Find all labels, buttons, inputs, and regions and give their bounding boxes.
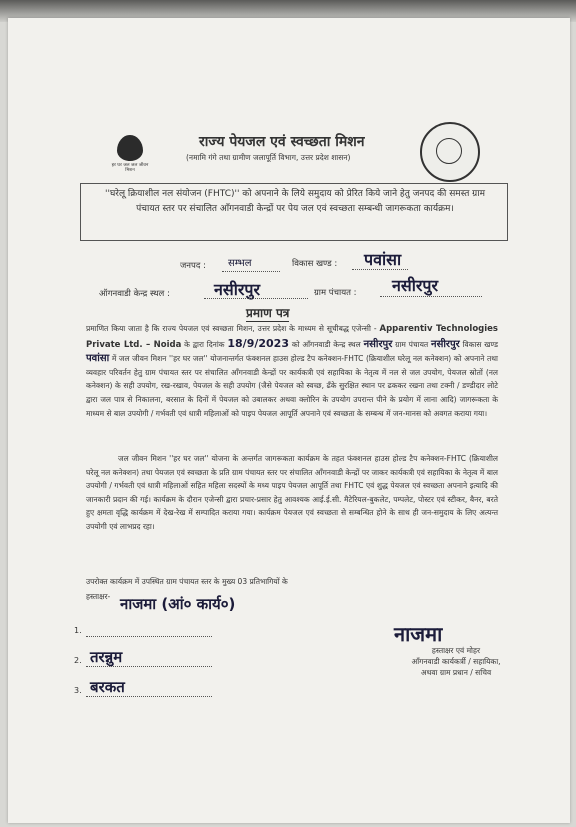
- signatory-block: [398, 645, 514, 678]
- mission-subtitle: (नमामि गंगे तथा ग्रामीण जलापूर्ति विभाग, उत्तर प्रदेश शासन): [186, 153, 351, 162]
- center-dotline: [204, 298, 308, 299]
- left-logo-caption: हर घर जल जल जीवन मिशन: [111, 163, 149, 173]
- para1-rest: में जल जीवन मिशन ''हर घर जल'' योजनान्तर्गत फंक्शनल हाउस होल्ड टैप कनेक्शन-FHTC (क्रियाशील घरेलू नल कनेक्शन) को अपनाने तथा व्यवहार परिवर्तन हेतु ग्राम पंचायत स्तर पर संचालित आँगनवाडी केन्द्रों पर कार्यकत्री एवं सहायिका के नेतृत्व में नल से जल उपयोग, पेयजल स्रोतों (नल कनेक्शन) के सही उपयोग, रख-रखाव, पेयजल के सही उपयोग (जैसे पेयजल को स्वच्छ, ढँके सुरक्षित स्थान पर ढककर रखना तथा टक्नी / डण्डीदार लोटे द्वारा जल पात्र से निकालना, बरसात के दिनों में पेयजल को उबालकर अथवा क्लोरिन के उपयोग उपरान्त पीने के प्रयोग में लाना आदि) जागरूकता के माध्यम से बाल उपयोगी / गर्भवती एवं धात्री महिलाओं को पाइप पेयजल आपूर्ति अपनाने एवं स्वच्छता के सम्बन्ध में जन-मानस को अवगत कराया गया।: [86, 354, 498, 418]
- participant-2-number: 2.: [74, 656, 82, 665]
- signatory-signature: नाजमा: [394, 622, 443, 646]
- participant-3-line: [86, 696, 212, 697]
- signatory-line-3: अथवा ग्राम प्रधान / सचिव: [420, 668, 492, 677]
- certificate-paragraph-2: जल जीवन मिशन ''हर घर जल'' योजना के अन्तर्गत जागरूकता कार्यक्रम के तहत फंक्शनल हाउस होल्ड टैप कनेक्शन-FHTC (क्रियाशील घरेलू नल कनेक्शन) तथा पेयजल एवं स्वच्छता के प्रति ग्राम पंचायत स्तर पर संचालित आँगनवाडी केन्द्रों पर जाकर कार्यकत्री एवं सहायिका के नेतृत्व में बाल उपयोगी / गर्भवती एवं धात्री महिलाओं सहित महिला सदस्यों के मध्य पाइप पेयजल आपूर्ति तथा FHTC एवं शुद्ध पेयजल एवं स्वच्छता अपनाने इत्यादि की जानकारी प्रदान की गई। कार्यक्रम के दौरान एजेन्सी द्वारा प्रचार-प्रसार हेतु आवश्यक आई.ई.सी. मैटेरियल-बुकलेट, पम्पलेट, पोस्टर एवं स्टीकर, बैनर, बरते हुए क्षमता वृद्धि कार्यक्रम में देख-रेख में सम्पादित कराया गया। कार्यक्रम पेयजल एवं स्वच्छता से सम्बन्धित होने के साथ ही जन-समुदाय के लिए अत्यन्त उपयोगी एवं लाभप्रद रहा।: [86, 454, 498, 531]
- mission-title: राज्य पेयजल एवं स्वच्छता मिशन: [199, 134, 365, 150]
- block-label: विकास खण्ड :: [292, 259, 338, 269]
- panchayat-value: नसीरपुर: [392, 276, 439, 295]
- event-date: 18/9/2023: [227, 336, 289, 350]
- district-value: सम्भल: [228, 258, 252, 269]
- signatory-line-2: आँगनवाडी कार्यकर्त्री / सहायिका,: [411, 657, 501, 666]
- para1-village-value: नसीरपुर: [431, 338, 460, 350]
- center-value: नसीरपुर: [214, 280, 261, 299]
- water-drop-icon: [117, 135, 143, 161]
- signatory-line-1: हस्ताक्षर एवं मोहर: [431, 646, 481, 655]
- certificate-paragraph-1: [86, 322, 498, 420]
- district-dotline: [222, 271, 280, 272]
- center-label: ऑगनवाडी केन्द्र स्थल :: [99, 289, 170, 299]
- up-govt-seal: [420, 122, 480, 182]
- para1-intro: प्रमाणित किया जाता है कि राज्य पेयजल एवं स्वच्छता मिशन, उत्तर प्रदेश के माध्यम से सूचीबद्ध एजेन्सी -: [86, 324, 377, 333]
- attendance-line-2: हस्ताक्षर-: [86, 592, 111, 601]
- para1-block-label: विकास खण्ड: [462, 339, 498, 349]
- participant-signature-3: बरकत: [90, 678, 125, 696]
- participant-2-line: [86, 666, 212, 667]
- district-label: जनपद :: [180, 261, 206, 271]
- panchayat-label: ग्राम पंचायत :: [314, 288, 357, 298]
- block-dotline: [352, 269, 408, 270]
- block-value: पवांसा: [364, 250, 402, 269]
- para1-by-date: के द्वारा दिनांक: [184, 339, 225, 349]
- participant-1-line: [86, 636, 212, 637]
- participant-1-number: 1.: [74, 626, 82, 635]
- para1-center-value: नसीरपुर: [363, 338, 393, 350]
- para1-block-value: पवांसा: [86, 353, 110, 365]
- participant-signature-2: तरन्नुम: [90, 648, 123, 666]
- agency-name: Apparentiv Technologies Private Ltd. – Noida: [86, 324, 498, 350]
- panchayat-dotline: [380, 296, 482, 297]
- seal-emblem-icon: [436, 138, 462, 164]
- attendance-line-1: उपरोक्त कार्यक्रम में उपस्थित ग्राम पंचायत स्तर के मुख्य 03 प्रतिभागियों के: [86, 577, 288, 586]
- jal-jeevan-mission-logo: [110, 135, 150, 187]
- participant-signature-0: नाजमा (आं० कार्य०): [120, 595, 236, 613]
- certificate-title: प्रमाण पत्र: [246, 306, 290, 320]
- program-title: ''घरेलू क्रियाशील नल संयोजन (FHTC)'' को अपनाने के लिये समुदाय को प्रेरित किये जाने हेतु जनपद की समस्त ग्राम पंचायत स्तर पर संचालित आँगनवाडी केन्द्रों पर पेय जल एवं स्वच्छता सम्बन्धी जागरूकता कार्यक्रम।: [105, 189, 485, 214]
- participant-3-number: 3.: [74, 686, 82, 695]
- para1-at-center: को आँगनवाडी केन्द्र स्थल: [291, 339, 361, 349]
- para1-village-label: ग्राम पंचायत: [395, 339, 429, 349]
